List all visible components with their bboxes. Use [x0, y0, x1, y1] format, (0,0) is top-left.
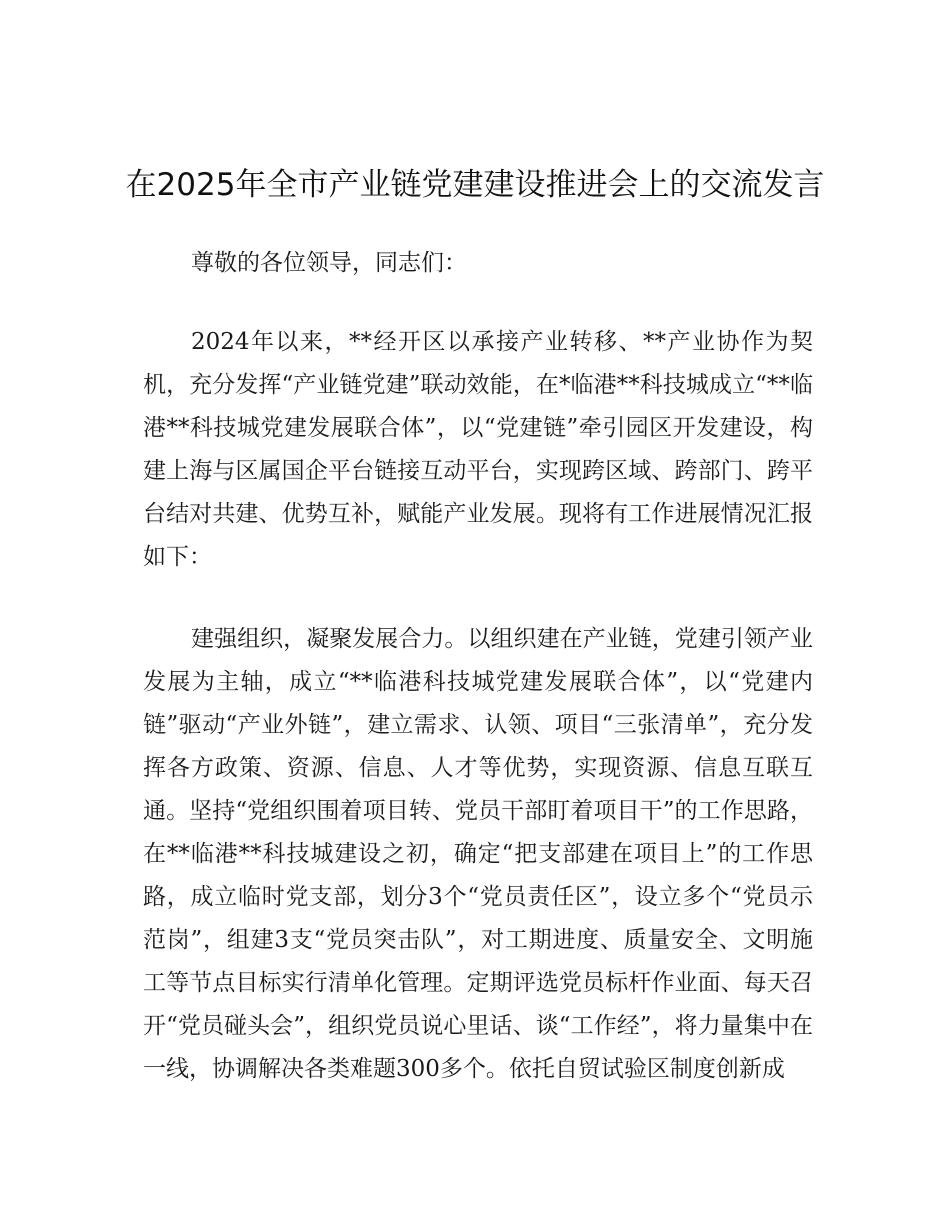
paragraph-intro: 2024年以来，**经开区以承接产业转移、**产业协作为契机，充分发挥“产业链党建”联动效能，在*临港**科技城成立“**临港**科技城党建发展联合体”，以“党建链”牵引园区开发建设，构建上海与区属国企平台链接互动平台，实现跨区域、跨部门、跨平台结对共建、优势互补，赋能产业发展。现将有工作进展情况汇报如下：: [143, 329, 813, 570]
salutation: 尊敬的各位领导，同志们：: [191, 250, 467, 276]
paragraph-organization: 建强组织，凝聚发展合力。以组织建在产业链，党建引领产业发展为主轴，成立“**临港科技城党建发展联合体”，以“党建内链”驱动“产业外链”，建立需求、认领、项目“三张清单”，充分发挥各方政策、资源、信息、人才等优势，实现资源、信息互联互通。坚持“党组织围着项目转、党员干部盯着项目干”的工作思路，在**临港**科技城建设之初，确定“把支部建在项目上”的工作思路，成立临时党支部，划分3个“党员责任区”，设立多个“党员示范岗”，组建3支“党员突击队”，对工期进度、质量安全、文明施工等节点目标实行清单化管理。定期评选党员标杆作业面、每天召开“党员碰头会”，组织党员说心里话、谈“工作经”，将力量集中在一线，协调解决各类难题300多个。依托自贸试验区制度创新成: [143, 626, 813, 1082]
document-title: 在2025年全市产业链党建建设推进会上的交流发言: [125, 167, 825, 203]
